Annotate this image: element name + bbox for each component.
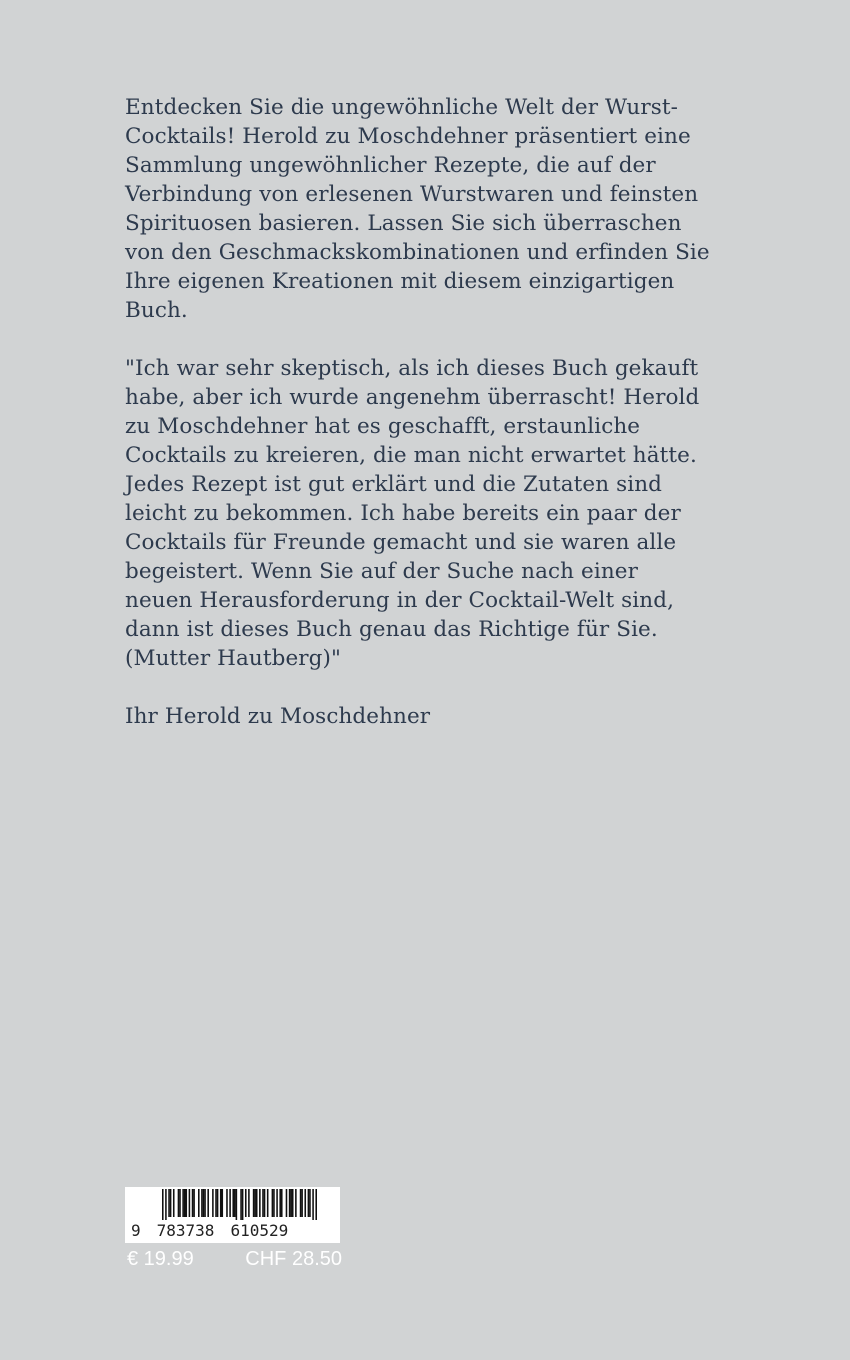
barcode-bar [312, 1189, 314, 1220]
price-chf: CHF 28.50 [245, 1248, 342, 1270]
barcode-bar [165, 1189, 167, 1220]
barcode-bar [162, 1189, 164, 1220]
barcode-bar [281, 1189, 283, 1217]
barcode-bar [173, 1189, 175, 1217]
barcode-bars [162, 1189, 317, 1220]
back-cover-text [125, 93, 710, 760]
barcode-bar [304, 1189, 306, 1217]
barcode-bar [242, 1189, 244, 1220]
barcode-bar [226, 1189, 228, 1217]
isbn-digits [131, 1221, 336, 1240]
barcode-bar [178, 1189, 180, 1217]
barcode-bar [289, 1189, 291, 1217]
barcode-bar [267, 1189, 269, 1217]
barcode-bar [273, 1189, 275, 1217]
barcode-bar [201, 1189, 203, 1217]
barcode-bar [207, 1189, 209, 1217]
barcode-bar [256, 1189, 258, 1217]
barcode-bar [170, 1189, 172, 1217]
barcode-bar [276, 1189, 278, 1217]
barcode-bar [229, 1189, 231, 1217]
barcode-bar [182, 1189, 184, 1217]
barcode-bar [232, 1189, 234, 1217]
author-signoff: Ihr Herold zu Moschdehner [125, 704, 431, 729]
barcode-bar [264, 1189, 266, 1217]
barcode-bar [253, 1189, 255, 1217]
barcode-bar [300, 1189, 302, 1217]
barcode-bar [168, 1189, 170, 1217]
barcode-bar [193, 1189, 195, 1217]
description-paragraph: Entdecken Sie die ungewöhnliche Welt der Wurst-Cocktails! Herold zu Moschdehner präsentiert eine Sammlung ungewöhnlicher Rezepte, die auf der Verbindung von erlesenen Wurstwaren und feinsten Spirituosen basieren. Lassen Sie sich überraschen von den Geschmackskombinationen und erfinden Sie Ihre eigenen Kreationen mit diesem einzigartigen Buch. [125, 95, 710, 323]
barcode-bar [315, 1189, 317, 1220]
isbn-group-2: 610529 [230, 1221, 289, 1240]
barcode-bar [245, 1189, 247, 1217]
barcode-bar [221, 1189, 223, 1217]
barcode-bar [295, 1189, 297, 1217]
barcode-bar [215, 1189, 217, 1217]
barcode-bar [262, 1189, 264, 1217]
barcode-bar [279, 1189, 281, 1217]
barcode-bar [308, 1189, 310, 1217]
barcode-bar [240, 1189, 242, 1220]
barcode-bar [290, 1189, 292, 1217]
price-eur: € 19.99 [127, 1248, 194, 1270]
barcode-bar [248, 1189, 250, 1217]
barcode-bar [286, 1189, 288, 1217]
barcode-bar [236, 1189, 238, 1220]
barcode-bar [272, 1189, 274, 1217]
isbn-barcode [125, 1187, 340, 1243]
price-row [127, 1248, 342, 1271]
barcode-bar [254, 1189, 256, 1217]
barcode-bar [301, 1189, 303, 1217]
barcode-bar [259, 1189, 261, 1217]
barcode-bar [179, 1189, 181, 1217]
barcode-bar [192, 1189, 194, 1217]
barcode-bar [204, 1189, 206, 1217]
barcode-bar [184, 1189, 186, 1217]
barcode-bar [203, 1189, 205, 1217]
review-quote-paragraph: "Ich war sehr skeptisch, als ich dieses Buch gekauft habe, aber ich wurde angenehm überrascht! Herold zu Moschdehner hat es geschafft, erstaunliche Cocktails zu kreieren, die man nicht erwartet hätte. Jedes Rezept ist gut erklärt und die Zutaten sind leicht zu bekommen. Ich habe bereits ein paar der Cocktails für Freunde gemacht und sie waren alle begeistert. Wenn Sie auf der Suche nach einer neuen Herausforderung in der Cocktail-Welt sind, dann ist dieses Buch genau das Richtige für Sie. (Mutter Hautberg)" [125, 356, 700, 671]
barcode-bar [198, 1189, 200, 1217]
isbn-group-1: 783738 [156, 1221, 215, 1240]
barcode-bar [217, 1189, 219, 1217]
barcode-bar [234, 1189, 236, 1217]
barcode-bar [185, 1189, 187, 1217]
isbn-prefix: 9 [131, 1221, 141, 1240]
barcode-bar [220, 1189, 222, 1217]
barcode-bar [309, 1189, 311, 1217]
barcode-bar [212, 1189, 214, 1217]
barcode-bar [292, 1189, 294, 1217]
barcode-bar [189, 1189, 191, 1217]
